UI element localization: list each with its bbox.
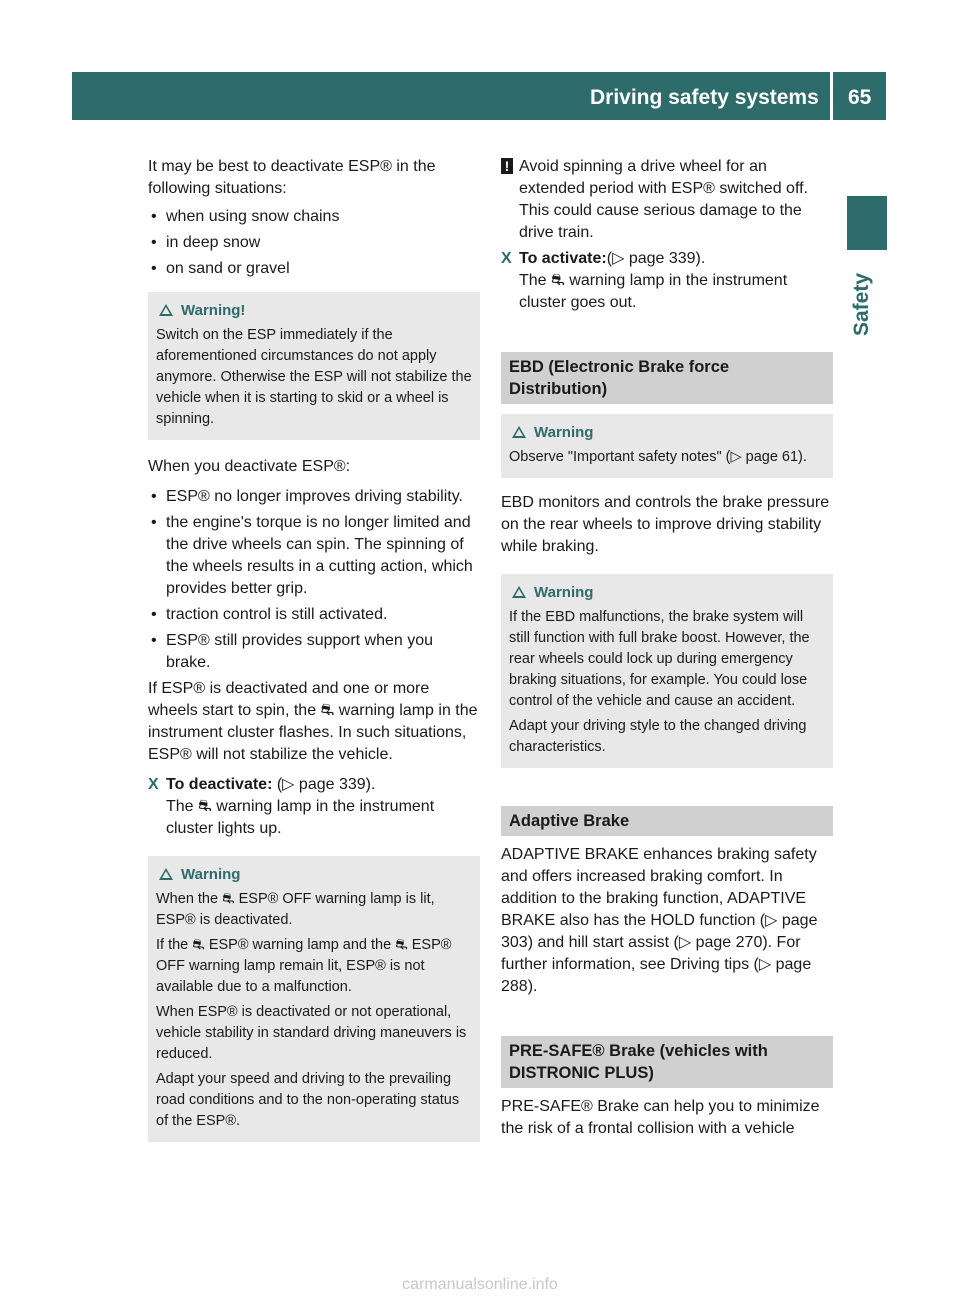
page-header-title: Driving safety systems (590, 86, 819, 109)
paragraph: ADAPTIVE BRAKE enhances braking safety and offers increased braking comfort. In addition to the braking function, ADAPTIVE BRAKE also has the HOLD function (▷ page 303) and hill start assist (▷ page 270). For further information, see Driving tips (▷ page 288). (501, 846, 818, 995)
list-item: • on sand or gravel (148, 258, 480, 280)
section-label: Safety (850, 272, 873, 336)
warning-box (501, 414, 833, 478)
paragraph: PRE-SAFE® Brake can help you to minimize the risk of a frontal collision with a vehicle (501, 1098, 820, 1137)
list-item: • traction control is still activated. (148, 604, 480, 626)
list-item: • when using snow chains (148, 206, 480, 228)
warning-text: If the ⛐ ESP® warning lamp and the ⛐ ESP® OFF warning lamp remain lit, ESP® is not available due to a malfunction. (156, 937, 452, 995)
list-item: • ESP® no longer improves driving stability. (148, 486, 480, 508)
warning-text: When ESP® is deactivated or not operational, vehicle stability in standard driving maneuvers is reduced. (156, 1004, 467, 1062)
list-item: • the engine's torque is no longer limited and the drive wheels can spin. The spinning of the wheels results in a cutting action, which provides better grip. (148, 512, 480, 600)
paragraph: When you deactivate ESP®: (148, 458, 351, 475)
warning-text: When the ⛐ ESP® OFF warning lamp is lit, ESP® is deactivated. (156, 891, 435, 928)
intro-paragraph: It may be best to deactivate ESP® in the following situations: (148, 158, 436, 197)
header-separator (830, 72, 833, 120)
section-side-label (846, 260, 890, 350)
warning-triangle-icon (512, 426, 526, 438)
right-column (501, 156, 833, 1140)
warning-box (148, 292, 480, 440)
warning-box (148, 856, 480, 1142)
step-label: To activate: (519, 250, 607, 267)
warning-text: Adapt your driving style to the changed driving characteristics. (509, 718, 807, 755)
notice-paragraph: ! Avoid spinning a drive wheel for an extended period with ESP® switched off. This could cause serious damage to the drive train. (501, 156, 833, 244)
warning-text: Adapt your speed and driving to the prevailing road conditions and to the non-operating status of the ESP®. (156, 1071, 460, 1129)
warning-heading: Warning (509, 422, 825, 443)
section-tab (847, 196, 887, 250)
step-arrow-icon: X (148, 776, 159, 793)
warning-text: If the EBD malfunctions, the brake system will still function with full brake boost. However, the rear wheels could lock up during emergency braking situations, for example. You could lose control of the vehicle and cause an accident. (509, 609, 810, 709)
page-reference: (▷ page 339). (272, 776, 376, 793)
warning-triangle-icon (159, 304, 173, 316)
step-label: To deactivate: (166, 776, 273, 793)
warning-heading: Warning (509, 582, 825, 603)
deactivate-step (148, 774, 480, 840)
paragraph: If ESP® is deactivated and one or more wheels start to spin, the ⛐ warning lamp in the instrument cluster flashes. In such situations, ESP® will not stabilize the vehicle. (148, 680, 478, 763)
warning-text: Observe "Important safety notes" (▷ page 61). (509, 449, 807, 465)
warning-heading: Warning (156, 864, 472, 885)
paragraph: EBD monitors and controls the brake pressure on the rear wheels to improve driving stability while braking. (501, 494, 830, 555)
step-text: The ⛐ warning lamp in the instrument cluster goes out. (519, 272, 788, 311)
warning-triangle-icon (159, 868, 173, 880)
page-number: 65 (848, 86, 872, 109)
section-heading: Adaptive Brake (501, 806, 833, 836)
warning-heading: Warning! (156, 300, 472, 321)
section-heading: PRE-SAFE® Brake (vehicles with DISTRONIC PLUS) (501, 1036, 833, 1088)
warning-box (501, 574, 833, 768)
section-heading: EBD (Electronic Brake force Distribution) (501, 352, 833, 404)
watermark: carmanualsonline.info (402, 1276, 558, 1293)
page-reference: (▷ page 339). (606, 250, 706, 267)
list-item: • ESP® still provides support when you brake. (148, 630, 480, 674)
warning-triangle-icon (512, 586, 526, 598)
left-column (148, 156, 480, 1142)
step-arrow-icon: X (501, 250, 512, 267)
step-text: The ⛐ warning lamp in the instrument cluster lights up. (166, 798, 435, 837)
exclamation-icon: ! (501, 158, 513, 174)
warning-text: Switch on the ESP immediately if the aforementioned circumstances do not apply anymore. Otherwise the ESP will not stabilize the vehicle when it is starting to skid or a wheel is spinning. (156, 327, 472, 427)
list-item: • in deep snow (148, 232, 480, 254)
activate-step (501, 248, 833, 314)
